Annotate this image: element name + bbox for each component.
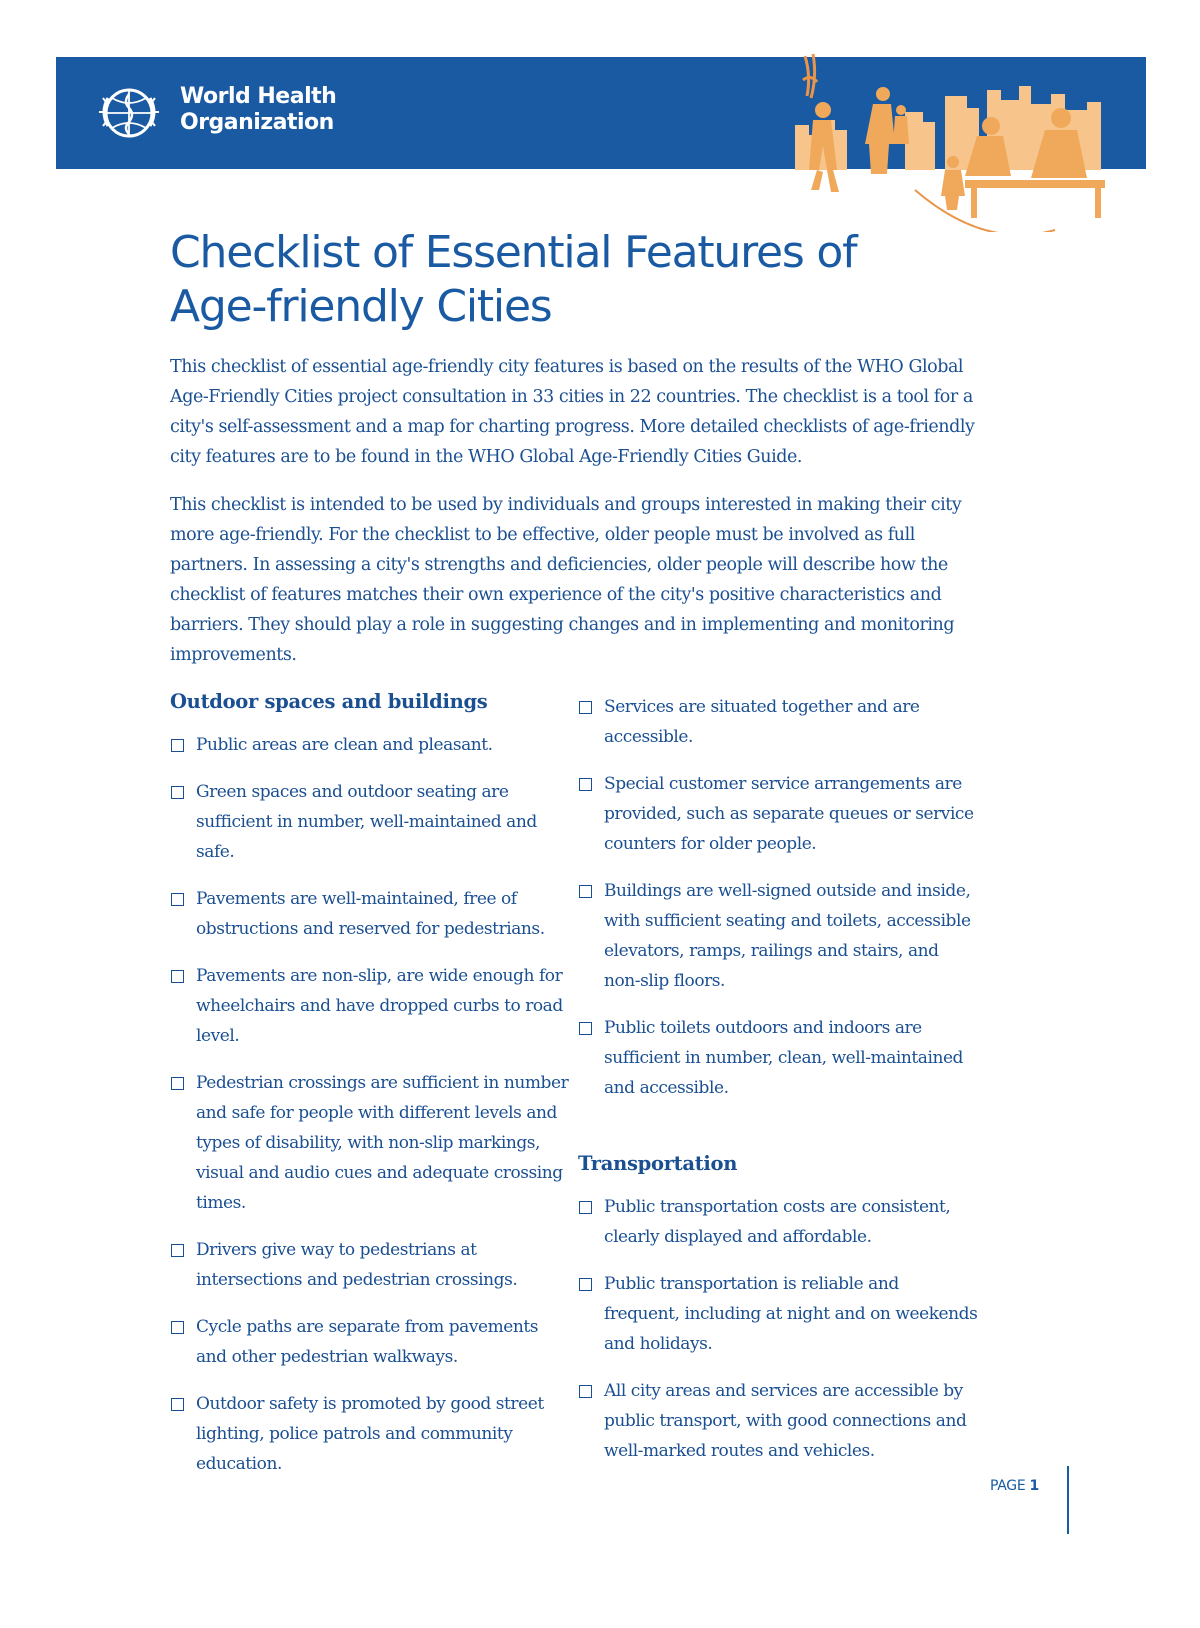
intro-paragraph-1: This checklist of essential age-friendly city features is based on the results of the WHO Global Age-Friendly Cities project consultation in 33 cities in 22 countries. The checklist is a tool for a city's self-assessment and a map for charting progress. More detailed checklists of age-friendly city features are to be found in the WHO Global Age-Friendly Cities Guide. [170, 357, 975, 467]
checkbox-icon[interactable] [579, 778, 592, 791]
checklist-item-text: Green spaces and outdoor seating are sufficient in number, well-maintained and safe. [196, 782, 537, 862]
checklist-item-text: Public transportation costs are consistent, clearly displayed and affordable. [604, 1197, 951, 1247]
checklist-item-text: Services are situated together and are accessible. [604, 697, 920, 747]
checkbox-icon[interactable] [171, 786, 184, 799]
checklist-item-text: Special customer service arrangements are provided, such as separate queues or service counters for older people. [604, 774, 974, 854]
checkbox-icon[interactable] [579, 885, 592, 898]
page-title [170, 226, 970, 334]
intro-paragraph-2: This checklist is intended to be used by individuals and groups interested in making their city more age-friendly. For the checklist to be effective, older people must be involved as full partners. In assessing a city's strengths and deficiencies, older people will describe how the checklist of features matches their own experience of the city's positive characteristics and barriers. They should play a role in suggesting changes and in implementing and monitoring improvements. [170, 495, 962, 665]
checklist-item [578, 692, 978, 752]
checklist-item [170, 730, 570, 760]
checklist-item [578, 1269, 978, 1359]
checklist-item [578, 1376, 978, 1466]
checklist-item [170, 1068, 570, 1218]
checkbox-icon[interactable] [579, 1385, 592, 1398]
checklist-item-text: Buildings are well-signed outside and inside, with sufficient seating and toilets, accessible elevators, ramps, railings and stairs, and non-slip floors. [604, 881, 971, 991]
checklist-item [170, 961, 570, 1051]
checkbox-icon[interactable] [171, 1398, 184, 1411]
section-heading-transportation: Transportation [578, 1152, 738, 1175]
checkbox-icon[interactable] [171, 1244, 184, 1257]
checklist-item [578, 876, 978, 996]
checkbox-icon[interactable] [579, 1022, 592, 1035]
page-number-footer [990, 1478, 1039, 1494]
page-number: 1 [1029, 1478, 1039, 1494]
org-name-line1: World Health [180, 84, 337, 109]
checklist-item-text: Pedestrian crossings are sufficient in number and safe for people with different levels and types of disability, with non-slip markings, visual and audio cues and adequate crossing times. [196, 1073, 569, 1213]
checkbox-icon[interactable] [171, 893, 184, 906]
section-heading-outdoor: Outdoor spaces and buildings [170, 690, 488, 713]
title-line1: Checklist of Essential Features of [170, 227, 857, 278]
checklist-item-text: Cycle paths are separate from pavements and other pedestrian walkways. [196, 1317, 539, 1367]
checklist-column-left [170, 692, 570, 1496]
checklist-item [170, 1235, 570, 1295]
title-line2: Age-friendly Cities [170, 281, 552, 332]
checklist-item [170, 777, 570, 867]
checklist-item [578, 769, 978, 859]
checklist-item [578, 1192, 978, 1252]
checklist-item-text: Pavements are non-slip, are wide enough for wheelchairs and have dropped curbs to road level. [196, 966, 563, 1046]
older-people-city-skyline-illustration [795, 50, 1135, 232]
checklist-item-text: All city areas and services are accessible by public transport, with good connections and well-marked routes and vehicles. [604, 1381, 967, 1461]
checkbox-icon[interactable] [171, 739, 184, 752]
checkbox-icon[interactable] [171, 970, 184, 983]
checkbox-icon[interactable] [171, 1077, 184, 1090]
checklist-column-right [578, 692, 978, 1483]
checklist-item-text: Public areas are clean and pleasant. [196, 735, 493, 755]
section-spacer [578, 1120, 978, 1150]
checklist-item-text: Outdoor safety is promoted by good street lighting, police patrols and community education. [196, 1394, 544, 1474]
organization-name [180, 84, 336, 136]
who-emblem-icon [98, 82, 160, 144]
checklist-item-text: Public toilets outdoors and indoors are sufficient in number, clean, well-maintained and accessible. [604, 1018, 963, 1098]
checklist-item [170, 1389, 570, 1479]
org-name-line2: Organization [180, 110, 334, 135]
checklist-item-text: Public transportation is reliable and frequent, including at night and on weekends and holidays. [604, 1274, 978, 1354]
checklist-item [578, 1013, 978, 1103]
checkbox-icon[interactable] [579, 701, 592, 714]
checkbox-icon[interactable] [171, 1321, 184, 1334]
checklist-item-text: Drivers give way to pedestrians at intersections and pedestrian crossings. [196, 1240, 518, 1290]
checklist-item [170, 884, 570, 944]
checkbox-icon[interactable] [579, 1201, 592, 1214]
page-label: PAGE [990, 1478, 1026, 1494]
footer-divider [1067, 1466, 1069, 1534]
checkbox-icon[interactable] [579, 1278, 592, 1291]
checklist-item [170, 1312, 570, 1372]
checklist-item-text: Pavements are well-maintained, free of obstructions and reserved for pedestrians. [196, 889, 545, 939]
